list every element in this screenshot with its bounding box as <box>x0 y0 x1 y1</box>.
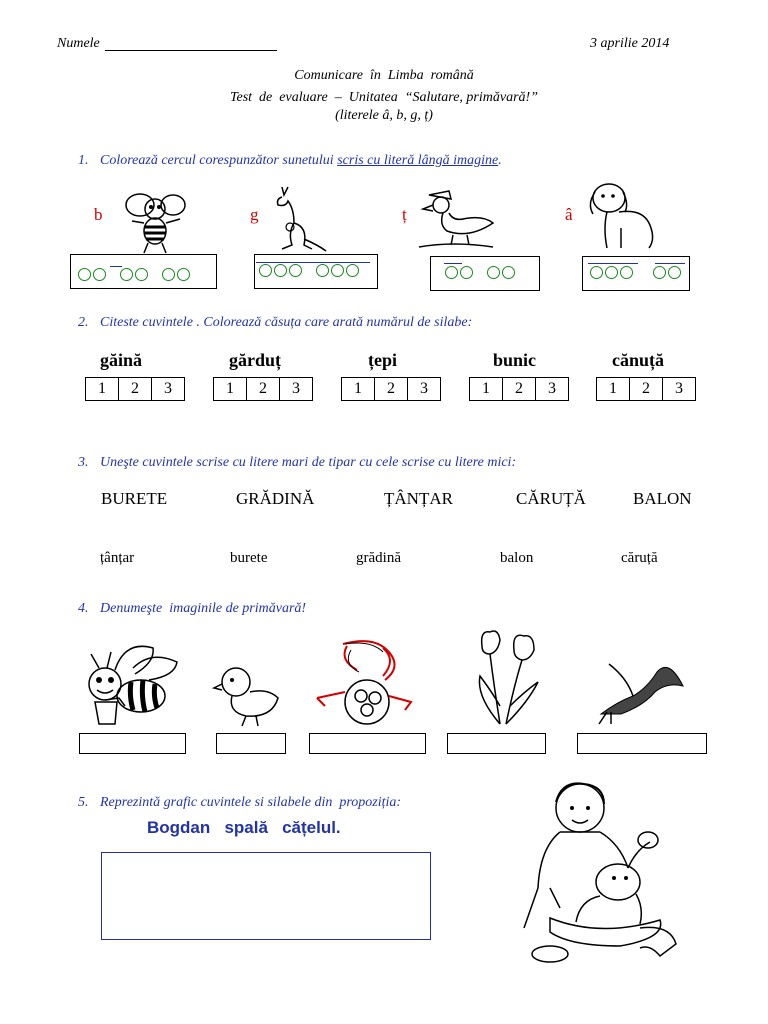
syllable-boxes-tepi[interactable] <box>341 377 441 401</box>
date: 3 aprilie 2014 <box>590 36 670 51</box>
letter-t-comma: ț <box>402 205 407 224</box>
kangaroo-icon <box>268 183 328 253</box>
puppy-icon <box>585 178 660 256</box>
syllable-box-3[interactable]: 3 <box>548 380 556 397</box>
name-box-martisor[interactable] <box>309 733 426 754</box>
task1-text: Colorează cercul corespunzător sunetului <box>100 153 338 168</box>
syllable-box-1[interactable]: 1 <box>342 378 375 400</box>
bee-with-bucket-icon <box>75 640 185 730</box>
boy-washing-dog-icon <box>510 778 680 978</box>
syllable-boxes-garduț[interactable] <box>213 377 313 401</box>
swallow-icon <box>597 652 687 726</box>
sentence: Bogdan spală cățelul. <box>147 818 341 837</box>
task5-text: Reprezintă grafic cuvintele si silabele din propoziția: <box>100 795 402 810</box>
underline-a <box>588 263 638 264</box>
upper-word-caruta[interactable]: CĂRUȚĂ <box>516 489 586 508</box>
syllable-boxes-bunic[interactable] <box>469 377 569 401</box>
task2-text: Citeste cuvintele . Colorează căsuța care arată numărul de silabe: <box>100 315 473 330</box>
syllable-boxes-gaina[interactable] <box>85 377 185 401</box>
syllable-box-2[interactable]: 2 <box>119 378 152 400</box>
task4-number: 4. <box>78 601 89 616</box>
upper-word-burete[interactable]: BURETE <box>101 489 168 508</box>
lower-word-caruta[interactable]: căruță <box>621 550 658 566</box>
syllable-box-2[interactable]: 2 <box>375 378 408 400</box>
lower-word-gradina[interactable]: grădină <box>356 550 401 566</box>
name-box-tulips[interactable] <box>447 733 546 754</box>
task1-instruction <box>78 153 502 169</box>
name-box-chick[interactable] <box>216 733 286 754</box>
task4-instruction <box>78 601 306 617</box>
letter-b: b <box>94 205 103 224</box>
task1-underlined: scris cu literă lângă imagine <box>337 153 499 168</box>
task2-instruction <box>78 315 472 331</box>
task1-number: 1. <box>78 153 89 168</box>
underline-b <box>110 266 122 267</box>
underline-g <box>256 262 370 263</box>
circles-a[interactable] <box>590 266 681 279</box>
name-label: Numele <box>57 36 100 51</box>
circles-g[interactable] <box>259 264 359 277</box>
martisor-icon <box>313 640 413 730</box>
syllable-box-1[interactable]: 1 <box>86 378 119 400</box>
word-bunic: bunic <box>493 350 537 370</box>
task1-period: . <box>498 153 502 168</box>
underline-a2 <box>655 263 685 264</box>
letters-note: (literele â, b, g, ț) <box>335 108 433 123</box>
syllable-boxes-canuta[interactable] <box>596 377 696 401</box>
letter-g: g <box>250 205 259 224</box>
upper-word-gradina[interactable]: GRĂDINĂ <box>236 489 315 508</box>
lower-word-balon[interactable]: balon <box>500 550 534 566</box>
syllable-box-3[interactable]: 3 <box>675 380 683 397</box>
syllable-box-1[interactable]: 1 <box>597 378 630 400</box>
task3-text: Uneşte cuvintele scrise cu litere mari de tipar cu cele scrise cu litere mici: <box>100 455 517 470</box>
circles-b[interactable] <box>78 268 190 281</box>
name-line[interactable] <box>105 50 277 51</box>
tulips-icon <box>470 626 550 728</box>
task3-instruction <box>78 455 516 471</box>
word-garduț: gărduț <box>229 350 282 370</box>
syllable-box-3[interactable]: 3 <box>292 380 300 397</box>
syllable-box-2[interactable]: 2 <box>630 378 663 400</box>
letter-a-circumflex: â <box>565 205 573 224</box>
syllable-box-3[interactable]: 3 <box>420 380 428 397</box>
bee-icon <box>118 183 193 255</box>
task5-instruction <box>78 795 401 811</box>
task5-number: 5. <box>78 795 89 810</box>
task2-number: 2. <box>78 315 89 330</box>
lower-word-tantar[interactable]: țânțar <box>100 550 135 566</box>
lower-word-burete[interactable]: burete <box>230 550 268 566</box>
test-title: Test de evaluare – Unitatea “Salutare, primăvară!” <box>230 90 538 105</box>
word-tepi: țepi <box>368 350 397 370</box>
syllable-box-1[interactable]: 1 <box>214 378 247 400</box>
word-gaina: găină <box>100 350 143 370</box>
word-canuta: cănuță <box>612 350 665 370</box>
task3-number: 3. <box>78 455 89 470</box>
duck-icon <box>413 185 498 253</box>
drawing-answer-box[interactable] <box>101 852 431 940</box>
subject-title: Comunicare în Limba română <box>294 68 474 83</box>
name-box-bee[interactable] <box>79 733 186 754</box>
circles-t[interactable] <box>445 266 515 279</box>
upper-word-tantar[interactable]: ȚÂNȚAR <box>384 489 453 508</box>
chick-icon <box>212 662 287 728</box>
upper-word-balon[interactable]: BALON <box>633 489 692 508</box>
task4-text: Denumeşte imaginile de primăvară! <box>100 601 307 616</box>
syllable-box-2[interactable]: 2 <box>503 378 536 400</box>
name-box-swallow[interactable] <box>577 733 707 754</box>
syllable-box-2[interactable]: 2 <box>247 378 280 400</box>
underline-t <box>444 263 462 264</box>
syllable-box-1[interactable]: 1 <box>470 378 503 400</box>
syllable-box-3[interactable]: 3 <box>164 380 172 397</box>
